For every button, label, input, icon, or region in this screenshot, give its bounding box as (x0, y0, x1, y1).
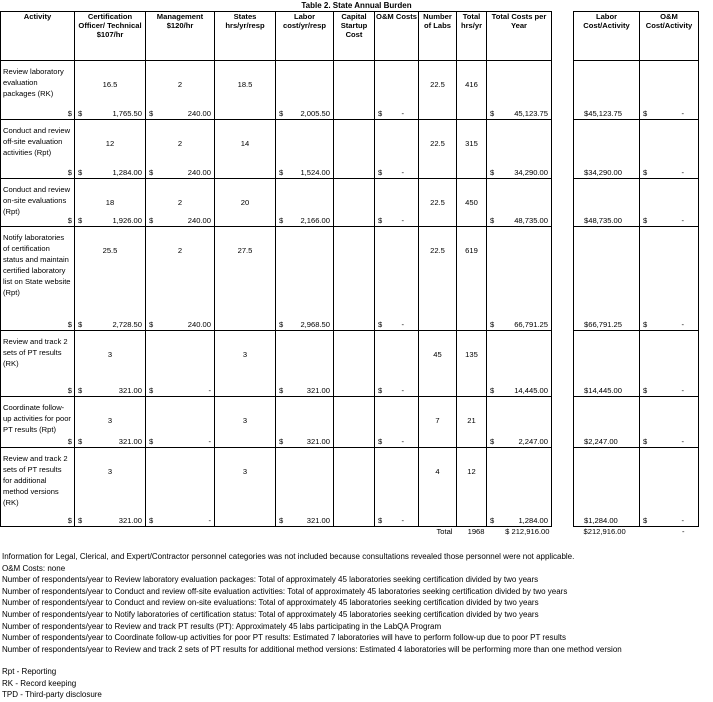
dollar-sign: $ (78, 320, 83, 329)
dollar-sign: $ (378, 386, 383, 395)
dollar-sign: $ (643, 216, 648, 225)
note-line: Number of respondents/year to Conduct and review on-site evaluations: Total of approximately 45 laboratories seeking certification divided by two years (2, 598, 539, 608)
dollar-sign: $ (279, 109, 284, 118)
cert-cost: 321.00 (118, 516, 142, 525)
cert-cost: 321.00 (118, 437, 142, 446)
table-title: Table 2. State Annual Burden (301, 1, 412, 10)
activity-text: Conduct and review off-site evaluation activities (Rpt) (3, 126, 71, 157)
dollar-sign: $ (378, 216, 383, 225)
mgmt-hours: 2 (177, 198, 183, 207)
footnotes (2, 551, 622, 655)
header-management: Management $120/hr (146, 12, 215, 61)
table-row (1, 331, 699, 397)
activity-text: Conduct and review on-site evaluations (Rpt) (3, 185, 71, 216)
cert-hours: 3 (107, 467, 113, 476)
dollar-sign: $ (279, 168, 284, 177)
mgmt-cost: - (208, 386, 211, 395)
num-labs: 22.5 (430, 246, 445, 255)
mgmt-cost: - (208, 516, 211, 525)
cert-hours: 12 (105, 139, 115, 148)
table-row (1, 227, 699, 331)
labor-activity-cost: $66,791.25 (584, 320, 623, 329)
labor-cost: 321.00 (306, 386, 330, 395)
header-om-activity: O&M Cost/Activity (640, 12, 699, 61)
labor-activity-cost: $2,247.00 (584, 437, 618, 446)
total-hours: 450 (465, 198, 478, 207)
om-activity-cost: - (681, 386, 684, 395)
cert-hours: 3 (107, 350, 113, 359)
header-labor-activity: Labor Cost/Activity (574, 12, 640, 61)
note-line: Number of respondents/year to Coordinate follow-up activities for poor PT results: Estimated 7 laboratories will have to perform follow-up due to poor PT results (2, 633, 566, 643)
labor-activity-cost: $1,284.00 (584, 516, 618, 525)
om-activity-cost: - (681, 516, 684, 525)
dollar-sign: $ (78, 516, 83, 525)
dollar-sign: $ (67, 109, 72, 118)
dollar-sign: $ (149, 168, 154, 177)
dollar-sign: $ (78, 386, 83, 395)
dollar-sign: $ (67, 437, 72, 446)
dollar-sign: $ (643, 109, 648, 118)
cert-hours: 25.5 (102, 246, 118, 255)
activity-text: Review laboratory evaluation packages (RK) (3, 67, 64, 98)
state-hours: 3 (242, 350, 248, 359)
dollar-sign: $ (643, 516, 648, 525)
mgmt-cost: 240.00 (187, 168, 211, 177)
activity-text: Review and track 2 sets of PT results (RK) (3, 337, 68, 368)
num-labs: 45 (433, 350, 442, 359)
header-capital: Capital Startup Cost (334, 12, 375, 61)
cert-cost: 2,728.50 (112, 320, 142, 329)
header-total-hrs: Total hrs/yr (457, 12, 487, 61)
note-line: Information for Legal, Clerical, and Expert/Contractor personnel categories was not included because consultations revealed those personnel were not applicable. (2, 552, 575, 561)
dollar-sign: $ (67, 320, 72, 329)
mgmt-hours: 2 (177, 139, 183, 148)
table-row (1, 61, 699, 120)
dollar-sign: $ (643, 320, 648, 329)
mgmt-cost: 240.00 (187, 109, 211, 118)
legend-item: RK - Record keeping (2, 678, 77, 688)
total-hours: 1968 (467, 527, 485, 536)
header-labor-cost: Labor cost/yr/resp (276, 12, 334, 61)
dollar-sign: $ (67, 168, 72, 177)
mgmt-cost: - (208, 437, 211, 446)
num-labs: 22.5 (430, 198, 445, 207)
state-hours: 3 (242, 416, 248, 425)
num-labs: 22.5 (430, 80, 445, 89)
om-activity-cost: - (681, 109, 684, 118)
cert-hours: 3 (107, 416, 113, 425)
note-line: Number of respondents/year to Review and track 2 sets of PT results for additional method versions: Estimated 4 laboratories will be performing more than one method version (2, 644, 622, 654)
labor-activity-cost: $34,290.00 (584, 168, 623, 177)
note-line: Number of respondents/year to Review and track PT results (PT): Approximately 45 labs participating in the LabQA Program (2, 621, 442, 631)
total-cost: 48,735.00 (514, 216, 548, 225)
state-hours: 18.5 (237, 80, 253, 89)
om-activity-cost: - (681, 168, 684, 177)
total-hours: 135 (465, 350, 478, 359)
dollar-sign: $ (149, 216, 154, 225)
dollar-sign: $ (279, 516, 284, 525)
mgmt-hours: 2 (177, 80, 183, 89)
dollar-sign: $ (490, 437, 495, 446)
om-cost: - (401, 109, 404, 118)
om-cost: - (401, 320, 404, 329)
dollar-sign: $ (490, 516, 495, 525)
cert-cost: 1,765.50 (112, 109, 142, 118)
activity-text: Coordinate follow-up activities for poor PT results (Rpt) (3, 403, 71, 434)
total-cost: 2,247.00 (518, 437, 548, 446)
dollar-sign: $ (149, 516, 154, 525)
labor-cost: 1,524.00 (300, 168, 330, 177)
dollar-sign: $ (78, 168, 83, 177)
total-cost: 14,445.00 (514, 386, 548, 395)
total-cost: 1,284.00 (518, 516, 548, 525)
dollar-sign: $ (378, 320, 383, 329)
dollar-sign: $ (490, 386, 495, 395)
mgmt-hours (146, 448, 214, 467)
dollar-sign: $ (279, 386, 284, 395)
state-hours: 27.5 (237, 246, 253, 255)
num-labs: 4 (435, 467, 440, 476)
dollar-sign: $ (490, 109, 495, 118)
labor-cost: 2,166.00 (300, 216, 330, 225)
om-cost: - (401, 437, 404, 446)
mgmt-cost: 240.00 (187, 320, 211, 329)
labor-cost: 321.00 (306, 437, 330, 446)
total-hours: 619 (465, 246, 478, 255)
table-row (1, 120, 699, 179)
total-cost: $ 212,916.00 (505, 527, 550, 536)
labor-activity-cost: $14,445.00 (584, 386, 623, 395)
dollar-sign: $ (78, 109, 83, 118)
dollar-sign: $ (378, 437, 383, 446)
om-cost: - (401, 216, 404, 225)
total-hours: 21 (467, 416, 476, 425)
total-hours: 416 (465, 80, 478, 89)
num-labs: 7 (435, 416, 440, 425)
table-row (1, 179, 699, 227)
dollar-sign: $ (67, 516, 72, 525)
om-cost: - (401, 168, 404, 177)
mgmt-cost: 240.00 (187, 216, 211, 225)
dollar-sign: $ (78, 216, 83, 225)
total-cost: 34,290.00 (514, 168, 548, 177)
header-activity: Activity (1, 12, 75, 61)
total-cost: 66,791.25 (514, 320, 548, 329)
note-line: Number of respondents/year to Conduct and review off-site evaluation activities: Total of approximately 45 laboratories seeking certification divided by two years (2, 586, 568, 596)
total-label: Total (436, 527, 453, 536)
burden-table (0, 11, 699, 538)
num-labs: 22.5 (430, 139, 445, 148)
om-activity-cost: - (681, 320, 684, 329)
cert-cost: 1,284.00 (112, 168, 142, 177)
table-row (1, 448, 699, 527)
dollar-sign: $ (378, 516, 383, 525)
state-hours: 20 (240, 198, 250, 207)
dollar-sign: $ (78, 437, 83, 446)
state-hours: 3 (242, 467, 248, 476)
activity-text: Review and track 2 sets of PT results for additional method versions (RK) (3, 454, 68, 507)
note-line: O&M Costs: none (2, 563, 66, 573)
dollar-sign: $ (490, 320, 495, 329)
labor-activity-cost: $48,735.00 (584, 216, 623, 225)
dollar-sign: $ (149, 320, 154, 329)
om-cost: - (401, 386, 404, 395)
dollar-sign: $ (378, 109, 383, 118)
om-activity-cost: - (681, 437, 684, 446)
dollar-sign: $ (643, 168, 648, 177)
dollar-sign: $ (279, 216, 284, 225)
labor-cost: 2,968.50 (300, 320, 330, 329)
header-cert-officer: Certification Officer/ Technical $107/hr (75, 12, 146, 61)
om-cost: - (401, 516, 404, 525)
mgmt-hours: 2 (177, 246, 183, 255)
mgmt-hours (146, 331, 214, 350)
abbreviation-legend (2, 666, 102, 701)
dollar-sign: $ (149, 437, 154, 446)
total-om-activity: - (681, 527, 685, 536)
total-labor-activity: $212,916.00 (583, 527, 626, 536)
table-row (1, 397, 699, 448)
header-total-costs: Total Costs per Year (487, 12, 552, 61)
legend-item: TPD - Third-party disclosure (2, 690, 102, 700)
total-hours: 12 (467, 467, 476, 476)
note-line: Number of respondents/year to Notify laboratories of certification status: Total of approximately 45 laboratories seeking certification divided by two years (2, 609, 539, 619)
dollar-sign: $ (149, 109, 154, 118)
mgmt-hours (146, 397, 214, 416)
dollar-sign: $ (490, 216, 495, 225)
cert-cost: 1,926.00 (112, 216, 142, 225)
dollar-sign: $ (279, 437, 284, 446)
dollar-sign: $ (643, 386, 648, 395)
dollar-sign: $ (378, 168, 383, 177)
legend-item: Rpt - Reporting (2, 667, 57, 676)
dollar-sign: $ (490, 168, 495, 177)
labor-cost: 2,005.50 (300, 109, 330, 118)
header-labs: Number of Labs (419, 12, 457, 61)
dollar-sign: $ (67, 216, 72, 225)
header-om: O&M Costs (375, 12, 419, 61)
note-line: Number of respondents/year to Review laboratory evaluation packages: Total of approximately 45 laboratories seeking certification divided by two years (2, 575, 539, 585)
labor-activity-cost: $45,123.75 (584, 109, 623, 118)
activity-text: Notify laboratories of certification status and maintain certified laboratory list on State website (Rpt) (3, 233, 71, 297)
dollar-sign: $ (643, 437, 648, 446)
header-states: States hrs/yr/resp (215, 12, 276, 61)
total-hours: 315 (465, 139, 478, 148)
dollar-sign: $ (67, 386, 72, 395)
dollar-sign: $ (279, 320, 284, 329)
om-activity-cost: - (681, 216, 684, 225)
dollar-sign: $ (149, 386, 154, 395)
total-cost: 45,123.75 (514, 109, 548, 118)
state-hours: 14 (240, 139, 250, 148)
cert-hours: 16.5 (102, 80, 118, 89)
labor-cost: 321.00 (306, 516, 330, 525)
cert-cost: 321.00 (118, 386, 142, 395)
cert-hours: 18 (105, 198, 115, 207)
